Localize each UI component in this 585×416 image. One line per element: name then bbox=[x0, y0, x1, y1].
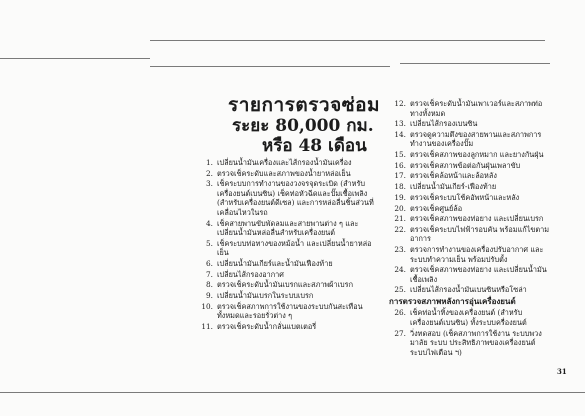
list-item bbox=[196, 291, 374, 301]
item-text: ตรวจเช็คระดับและสภาพของน้ำยาหล่อเย็น bbox=[217, 168, 351, 178]
top-rule bbox=[150, 40, 545, 41]
item-number: 6. bbox=[206, 258, 213, 268]
list-item bbox=[196, 280, 374, 290]
item-number: 14. bbox=[394, 129, 406, 139]
list-item bbox=[389, 214, 554, 224]
title-distance: ระยะ 80,000 กม. bbox=[232, 116, 374, 136]
item-text: ตรวจเช็คสภาพข้อต่อกันฝุ่นเพลาขับ bbox=[410, 160, 521, 170]
item-text: ตรวจการทำงานของเครื่องปรับอากาศ และระบบทำความเย็น พร้อมปรับตั้ง bbox=[410, 245, 544, 264]
item-text: เปลี่ยนไส้กรองอากาศ bbox=[217, 269, 284, 279]
item-text: เปลี่ยนน้ำมันเบรกในระบบเบรก bbox=[217, 291, 314, 300]
item-number: 8. bbox=[206, 280, 213, 290]
mid-rule bbox=[150, 66, 390, 67]
item-text: ตรวจเช็คระบบไฟฟ้ารอบคัน พร้อมแก้ไขตามอาการ bbox=[410, 224, 550, 244]
item-text: เช็คสายพานขับพัดลมและสายพานต่าง ๆ และเปลี่ยนน้ำมันหล่อลื่นสำหรับเครื่องยนต์ bbox=[217, 218, 359, 238]
item-text: เปลี่ยนน้ำมันเกียร์-เฟืองท้าย bbox=[410, 182, 497, 192]
list-item bbox=[389, 285, 554, 295]
item-text: เปลี่ยนไส้กรองเบนซิน bbox=[410, 119, 478, 129]
item-number: 22. bbox=[394, 224, 406, 234]
item-text: ตรวจเช็คศูนย์ล้อ bbox=[410, 203, 463, 213]
item-number: 2. bbox=[206, 168, 213, 178]
item-number: 27. bbox=[394, 328, 406, 338]
item-number: 11. bbox=[201, 321, 213, 331]
mid-rule-right bbox=[400, 63, 550, 64]
list-item bbox=[389, 171, 554, 181]
item-text: ตรวจดูความตึงของสายพานและสภาพการทำงานของเครื่องปั๊ม bbox=[410, 129, 542, 149]
item-text: เช็คท่อน้ำทิ้งของเครื่องยนต์ (สำหรับเครื่องยนต์เบนซิน) ทั้งระบบครื่องยนต์ bbox=[410, 308, 527, 327]
item-number: 21. bbox=[394, 214, 406, 224]
list-item bbox=[389, 119, 554, 129]
top-rule-left bbox=[0, 58, 150, 59]
item-text: ตรวจเช็คล้อหน้าและล้อหลัง bbox=[410, 171, 497, 181]
item-number: 13. bbox=[394, 119, 406, 129]
list-item bbox=[196, 259, 374, 269]
page-title: รายการตรวจซ่อม bbox=[228, 94, 381, 116]
list-item bbox=[389, 161, 554, 171]
item-text: ตรวจเช็คสภาพของลูกหมาก และยางกันฝุ่น bbox=[410, 150, 544, 160]
item-text: เปลี่ยนน้ำมันเกียร์และน้ำมันเฟืองท้าย bbox=[217, 258, 333, 268]
item-text: ตรวจเช็คระดับน้ำมันเพาเวอร์และสภาพท่อทางทั้งหมด bbox=[410, 99, 543, 118]
list-item bbox=[196, 270, 374, 280]
item-text: เปลี่ยนไส้กรองน้ำมันเบนซินหรือโซล่า bbox=[410, 285, 527, 295]
right-checklist bbox=[389, 99, 554, 358]
item-number: 16. bbox=[394, 160, 406, 170]
list-item bbox=[389, 308, 554, 327]
item-number: 1. bbox=[206, 158, 213, 167]
list-item bbox=[196, 169, 374, 179]
title-months: หรือ 48 เดือน bbox=[262, 136, 367, 156]
list-item bbox=[389, 99, 554, 118]
item-number: 9. bbox=[206, 291, 213, 300]
list-item bbox=[389, 150, 554, 160]
list-item bbox=[196, 158, 374, 168]
item-text: ตรวจเช็คสภาพของท่อยาง และเปลี่ยนน้ำมันเชื้อเพลิง bbox=[410, 265, 547, 284]
item-text: ตรวจเช็คระดับน้ำมันเบรกและสภาพผ้าเบรก bbox=[217, 280, 354, 290]
item-number: 24. bbox=[394, 265, 406, 275]
left-checklist bbox=[196, 158, 374, 333]
list-item bbox=[196, 179, 374, 217]
item-number: 23. bbox=[394, 245, 406, 255]
list-item bbox=[389, 130, 554, 149]
list-item bbox=[389, 193, 554, 203]
item-text: ตรวจเช็คสภาพการใช้งานของระบบกันสะเทือนทั้งหมดและรอยรั่วต่าง ๆ bbox=[217, 301, 363, 321]
list-item bbox=[389, 182, 554, 192]
item-text: ตรวจเช็คสภาพของท่อยาง และเปลี่ยนเบรก bbox=[410, 214, 544, 224]
item-text: ตรวจเช็คระบบโช้คอัพหน้าและหลัง bbox=[410, 192, 520, 202]
section-heading: การตรวจสภาพหลังการอุ่นเครื่องยนต์ bbox=[389, 295, 516, 306]
item-text: ตรวจเช็คระดับน้ำกลั่นแบตเตอรี่ bbox=[217, 321, 317, 331]
item-number: 15. bbox=[394, 150, 406, 160]
item-text: เช็คระบบท่อทางของหม้อน้ำ และเปลี่ยนน้ำยาหล่อเย็น bbox=[217, 238, 372, 258]
list-item bbox=[389, 265, 554, 284]
item-number: 19. bbox=[394, 192, 406, 202]
item-number: 26. bbox=[394, 308, 406, 318]
list-item bbox=[389, 329, 554, 358]
list-item bbox=[389, 204, 554, 214]
list-item bbox=[196, 219, 374, 238]
item-text: เช็คระบบการทำงานของวงจรจุดระเบิด (สำหรับเครื่องยนต์เบนซิน) เช็คท่อหัวฉีดและปั๊มเชื้อเพลิง (สำหรับเครื่องยนต์ดีเซล) และการหล่อลื่นชิ้นส่วนที่เคลื่อนไหวในรถ bbox=[217, 179, 374, 217]
bottom-rule bbox=[0, 392, 585, 393]
item-text: วิ่งทดสอบ (เช็คสภาพการใช้งาน ระบบพวงมาลัย ระบบ ประสิทธิภาพของเครื่องยนต์ ระบบไฟเตือน ฯ) bbox=[410, 328, 542, 357]
list-item bbox=[389, 245, 554, 264]
item-number: 7. bbox=[206, 269, 213, 279]
item-number: 17. bbox=[394, 171, 406, 181]
list-item bbox=[196, 302, 374, 321]
item-number: 10. bbox=[201, 301, 213, 311]
item-text: เปลี่ยนน้ำมันเครื่องและไส้กรองน้ำมันเครื่อง bbox=[217, 158, 352, 167]
item-number: 25. bbox=[394, 285, 406, 295]
item-number: 3. bbox=[206, 179, 213, 189]
item-number: 18. bbox=[394, 182, 406, 192]
page-number: 31 bbox=[557, 367, 567, 376]
item-number: 20. bbox=[394, 203, 406, 213]
item-number: 4. bbox=[206, 218, 213, 228]
list-item bbox=[196, 322, 374, 332]
list-item bbox=[196, 239, 374, 258]
item-number: 12. bbox=[394, 99, 406, 108]
item-number: 5. bbox=[206, 238, 213, 248]
list-item bbox=[389, 225, 554, 244]
